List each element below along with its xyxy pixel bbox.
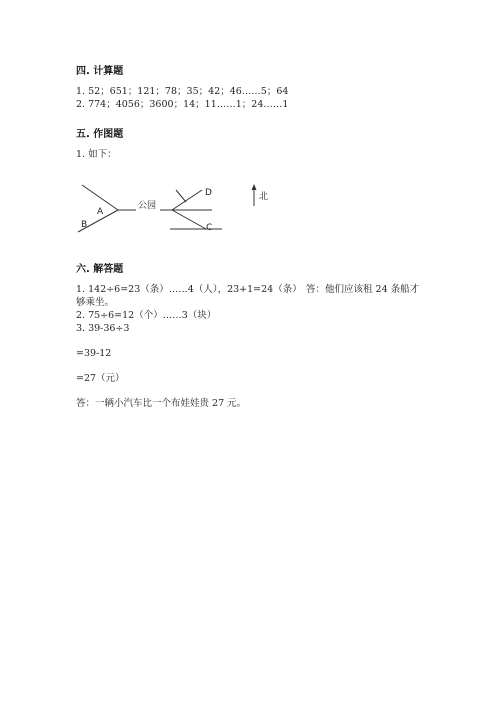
north-label: 北	[259, 192, 269, 202]
section-5-intro: 1. 如下：	[76, 149, 117, 160]
route-line-to-c	[172, 210, 206, 229]
point-a-label: A	[97, 207, 104, 217]
question-3-step-1: =39-12	[76, 348, 112, 359]
question-3-answer: 答：一辆小汽车比一个布娃娃贵 27 元。	[76, 398, 247, 409]
north-arrow-icon	[252, 184, 257, 190]
route-line-d-lower	[172, 190, 202, 210]
point-d-label: D	[205, 188, 212, 198]
section-4-line-1: 1. 52；651；121；78；35；42；46……5；64	[76, 86, 289, 97]
point-c-label: C	[206, 223, 213, 233]
park-label: 公园	[138, 201, 157, 211]
section-4-heading: 四. 计算题	[76, 66, 124, 77]
question-1-answer: 答：他们应该租 24 条船才	[306, 284, 420, 295]
section-6-heading: 六. 解答题	[76, 264, 124, 275]
question-2-line: 2. 75÷6=12（个）……3（块）	[76, 310, 217, 321]
question-1-line-1: 1. 142÷6=23（条）……4（人），23+1=24（条）	[76, 284, 302, 295]
route-line-d-upper	[176, 190, 186, 202]
question-3-line: 3. 39-36÷3	[76, 323, 130, 334]
section-4-line-2: 2. 774；4056；3600；14；11……1；24……1	[76, 99, 289, 110]
question-1-line-2: 够乘坐。	[76, 297, 115, 308]
question-3-step-2: =27（元）	[76, 373, 125, 384]
section-5-heading: 五. 作图题	[76, 129, 124, 140]
point-b-label: B	[81, 220, 88, 230]
